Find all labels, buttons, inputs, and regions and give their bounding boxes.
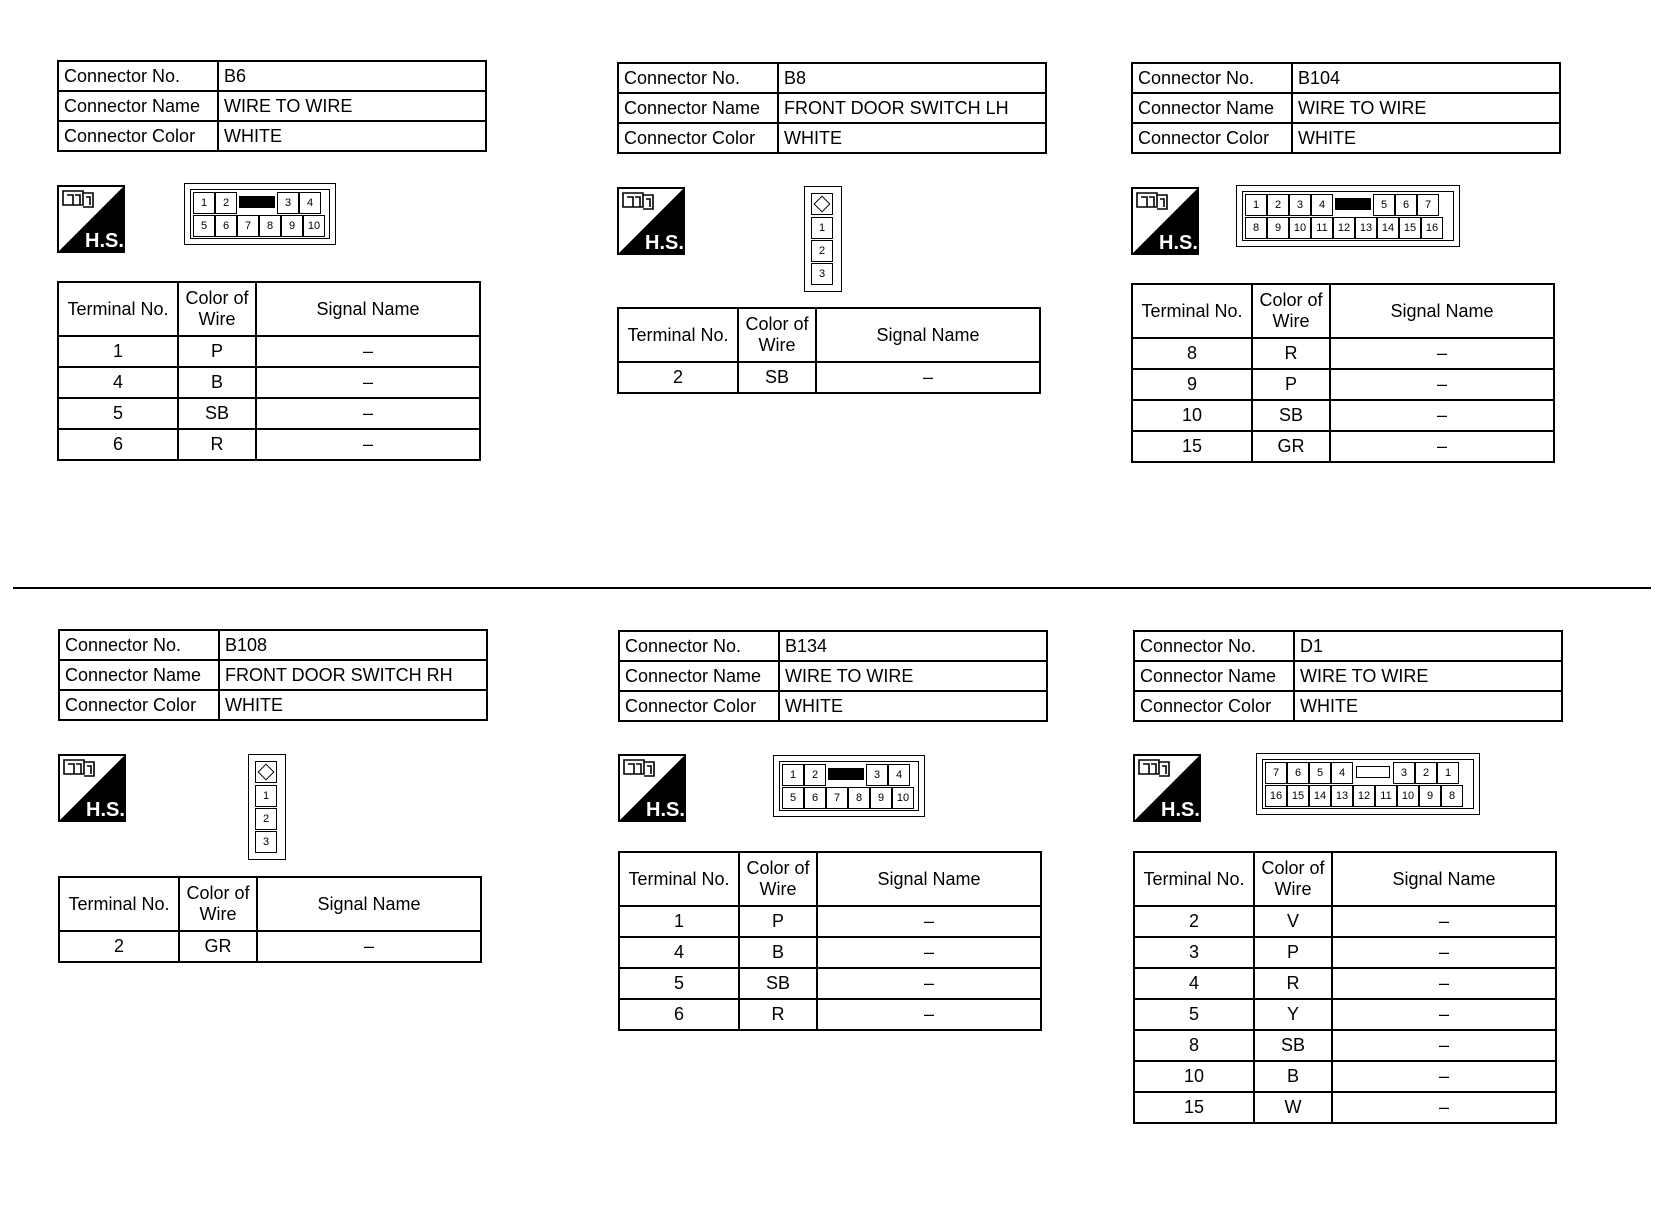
terminal-no-cell: 4: [619, 937, 739, 968]
connector-color-row: [58, 121, 486, 151]
signal-name-header: Signal Name: [817, 852, 1041, 906]
connector-no-row: [58, 61, 486, 91]
signal-name-cell: –: [1332, 1092, 1556, 1123]
terminal-no-cell: 6: [58, 429, 178, 460]
wire-color-cell: R: [178, 429, 256, 460]
color-of-wire-header: Color of Wire: [1252, 284, 1330, 338]
harness-side-icon: [1131, 187, 1199, 255]
terminal-table-header: [58, 282, 480, 336]
connector-color-label: Connector Color: [59, 690, 219, 720]
terminal-no-cell: 3: [1134, 937, 1254, 968]
harness-side-icon: [618, 754, 686, 822]
connector-pin: 7: [826, 787, 848, 809]
connector-pin: 9: [1419, 785, 1441, 807]
signal-name-cell: –: [1332, 999, 1556, 1030]
wire-color-cell: P: [739, 906, 817, 937]
wire-color-cell: B: [178, 367, 256, 398]
terminal-no-cell: 2: [59, 931, 179, 962]
signal-name-cell: –: [1330, 338, 1554, 369]
signal-name-cell: –: [257, 931, 481, 962]
connector-color-row: [618, 123, 1046, 153]
table-row: [58, 367, 480, 398]
connector-pin: 3: [1289, 194, 1311, 216]
signal-name-cell: –: [1332, 906, 1556, 937]
hs-badge-label: H.S.: [86, 799, 125, 821]
hs-badge-label: H.S.: [646, 799, 685, 821]
terminal-no-cell: 5: [1134, 999, 1254, 1030]
terminal-no-cell: 8: [1134, 1030, 1254, 1061]
connector-name-row: [59, 660, 487, 690]
terminal-no-header: Terminal No.: [1134, 852, 1254, 906]
connector-pin: 9: [870, 787, 892, 809]
terminal-table-header: [59, 877, 481, 931]
connector-no-label: Connector No.: [1134, 631, 1294, 661]
connector-pin: 12: [1353, 785, 1375, 807]
connector-face-diagram: [1236, 185, 1460, 247]
connector-pin: 3: [255, 831, 277, 853]
connector-pin: 6: [215, 215, 237, 237]
harness-side-icon: [58, 754, 126, 822]
color-of-wire-header: Color of Wire: [179, 877, 257, 931]
wire-color-cell: GR: [1252, 431, 1330, 462]
connector-no-value: B134: [779, 631, 1047, 661]
connector-pin: 8: [1441, 785, 1463, 807]
connector-pin: 5: [193, 215, 215, 237]
connector-pin: 16: [1265, 785, 1287, 807]
connector-hood-icon: [1137, 193, 1167, 209]
connector-no-label: Connector No.: [59, 630, 219, 660]
signal-name-cell: –: [1332, 937, 1556, 968]
connector-pin: 10: [303, 215, 325, 237]
hs-badge-label: H.S.: [645, 232, 684, 254]
table-row: [1134, 1030, 1556, 1061]
connector-face-diagram: [773, 755, 925, 817]
signal-name-header: Signal Name: [256, 282, 480, 336]
harness-side-graphic: [57, 185, 125, 253]
connector-pin: 3: [866, 764, 888, 786]
terminal-table: [1131, 283, 1555, 463]
signal-name-cell: –: [816, 362, 1040, 393]
connector-pin: 8: [1245, 217, 1267, 239]
connector-lock-icon: [1335, 198, 1371, 210]
signal-name-cell: –: [1332, 1061, 1556, 1092]
hs-badge-label: H.S.: [1159, 232, 1198, 254]
harness-side-icon: [617, 187, 685, 255]
connector-color-row: [619, 691, 1047, 721]
harness-side-graphic: [1133, 754, 1201, 822]
table-row: [1134, 999, 1556, 1030]
connector-pin: 1: [1245, 194, 1267, 216]
hs-badge-label: H.S.: [1161, 799, 1200, 821]
connector-pin: 2: [811, 240, 833, 262]
connector-hood-icon: [624, 760, 654, 776]
terminal-table: [618, 851, 1042, 1031]
connector-name-label: Connector Name: [58, 91, 218, 121]
connector-no-row: [1132, 63, 1560, 93]
connector-no-label: Connector No.: [618, 63, 778, 93]
table-row: [1134, 1092, 1556, 1123]
connector-face-diagram: [184, 183, 336, 245]
connector-hood-icon: [64, 760, 94, 776]
connector-pin: 3: [1393, 762, 1415, 784]
connector-color-value: WHITE: [218, 121, 486, 151]
signal-name-cell: –: [817, 937, 1041, 968]
connector-lock-icon: [239, 196, 275, 208]
connector-pin: 4: [299, 192, 321, 214]
connector-pin: 15: [1399, 217, 1421, 239]
color-of-wire-header: Color of Wire: [178, 282, 256, 336]
signal-name-cell: –: [817, 999, 1041, 1030]
terminal-no-header: Terminal No.: [618, 308, 738, 362]
connector-name-label: Connector Name: [59, 660, 219, 690]
connector-no-label: Connector No.: [1132, 63, 1292, 93]
connector-pin: 13: [1331, 785, 1353, 807]
terminal-no-cell: 15: [1132, 431, 1252, 462]
connector-pin: 14: [1309, 785, 1331, 807]
terminal-no-cell: 9: [1132, 369, 1252, 400]
connector-no-row: [1134, 631, 1562, 661]
connector-pin: 7: [237, 215, 259, 237]
table-row: [58, 336, 480, 367]
section-divider: [13, 587, 1651, 589]
wire-color-cell: P: [1254, 937, 1332, 968]
connector-color-value: WHITE: [1294, 691, 1562, 721]
connector-name-row: [1132, 93, 1560, 123]
connector-hood-icon: [63, 191, 93, 207]
signal-name-cell: –: [256, 336, 480, 367]
connector-info-table: [58, 629, 488, 721]
wire-color-cell: W: [1254, 1092, 1332, 1123]
connector-info-table: [617, 62, 1047, 154]
table-row: [1132, 369, 1554, 400]
connector-hood-icon: [1139, 760, 1169, 776]
signal-name-cell: –: [1332, 968, 1556, 999]
connector-pin: 7: [1265, 762, 1287, 784]
connector-pin: 2: [255, 808, 277, 830]
table-row: [1134, 937, 1556, 968]
harness-side-graphic: [617, 187, 685, 255]
connector-name-label: Connector Name: [618, 93, 778, 123]
connector-pin: 2: [804, 764, 826, 786]
table-row: [619, 937, 1041, 968]
connector-name-label: Connector Name: [619, 661, 779, 691]
connector-no-label: Connector No.: [58, 61, 218, 91]
connector-no-row: [618, 63, 1046, 93]
harness-side-graphic: [1131, 187, 1199, 255]
wire-color-cell: R: [1252, 338, 1330, 369]
connector-name-row: [619, 661, 1047, 691]
connector-lock-icon: [828, 768, 864, 780]
connector-face-diagram: [1256, 753, 1480, 815]
connector-info-table: [618, 630, 1048, 722]
terminal-no-header: Terminal No.: [619, 852, 739, 906]
connector-pin: 5: [1309, 762, 1331, 784]
connector-pin: 5: [782, 787, 804, 809]
terminal-table: [617, 307, 1041, 394]
wire-color-cell: SB: [1254, 1030, 1332, 1061]
signal-name-header: Signal Name: [1332, 852, 1556, 906]
connector-name-label: Connector Name: [1134, 661, 1294, 691]
connector-color-label: Connector Color: [58, 121, 218, 151]
connector-pin: 1: [255, 785, 277, 807]
connector-no-value: B8: [778, 63, 1046, 93]
connector-no-row: [59, 630, 487, 660]
table-row: [59, 931, 481, 962]
connector-pin: 6: [804, 787, 826, 809]
terminal-no-cell: 8: [1132, 338, 1252, 369]
wire-color-cell: R: [739, 999, 817, 1030]
connector-name-value: WIRE TO WIRE: [218, 91, 486, 121]
connector-pin: 4: [888, 764, 910, 786]
table-row: [1132, 400, 1554, 431]
connector-info-table: [1131, 62, 1561, 154]
connector-color-label: Connector Color: [618, 123, 778, 153]
connector-name-label: Connector Name: [1132, 93, 1292, 123]
connector-color-label: Connector Color: [1134, 691, 1294, 721]
connector-name-value: FRONT DOOR SWITCH RH: [219, 660, 487, 690]
connector-name-row: [58, 91, 486, 121]
terminal-no-header: Terminal No.: [59, 877, 179, 931]
connector-no-label: Connector No.: [619, 631, 779, 661]
connector-face-diagram: [248, 754, 286, 860]
signal-name-cell: –: [256, 398, 480, 429]
terminal-table: [57, 281, 481, 461]
signal-name-cell: –: [256, 367, 480, 398]
terminal-no-header: Terminal No.: [1132, 284, 1252, 338]
wire-color-cell: P: [178, 336, 256, 367]
wire-color-cell: SB: [1252, 400, 1330, 431]
table-row: [619, 906, 1041, 937]
connector-color-value: WHITE: [219, 690, 487, 720]
signal-name-cell: –: [1330, 369, 1554, 400]
terminal-no-header: Terminal No.: [58, 282, 178, 336]
connector-pin: 9: [1267, 217, 1289, 239]
wire-color-cell: SB: [738, 362, 816, 393]
connector-pin: 4: [1331, 762, 1353, 784]
color-of-wire-header: Color of Wire: [1254, 852, 1332, 906]
table-row: [619, 968, 1041, 999]
table-row: [58, 398, 480, 429]
connector-pin: 2: [215, 192, 237, 214]
harness-side-graphic: [618, 754, 686, 822]
wire-color-cell: B: [1254, 1061, 1332, 1092]
terminal-no-cell: 6: [619, 999, 739, 1030]
connector-pin: 1: [193, 192, 215, 214]
signal-name-cell: –: [1330, 431, 1554, 462]
terminal-table-header: [619, 852, 1041, 906]
wire-color-cell: P: [1252, 369, 1330, 400]
color-of-wire-header: Color of Wire: [739, 852, 817, 906]
connector-pin: 8: [259, 215, 281, 237]
connector-name-value: WIRE TO WIRE: [1292, 93, 1560, 123]
connector-no-value: B6: [218, 61, 486, 91]
table-row: [619, 999, 1041, 1030]
connector-pin: 4: [1311, 194, 1333, 216]
harness-side-icon: [57, 185, 125, 253]
table-row: [1132, 431, 1554, 462]
connector-pin: 7: [1417, 194, 1439, 216]
connector-pin: 2: [1415, 762, 1437, 784]
table-row: [618, 362, 1040, 393]
signal-name-cell: –: [256, 429, 480, 460]
connector-pin: 9: [281, 215, 303, 237]
terminal-no-cell: 10: [1132, 400, 1252, 431]
harness-side-graphic: [58, 754, 126, 822]
signal-name-cell: –: [1332, 1030, 1556, 1061]
connector-pin: 10: [1289, 217, 1311, 239]
connector-pin: 8: [848, 787, 870, 809]
connector-color-label: Connector Color: [619, 691, 779, 721]
connector-pin: 11: [1375, 785, 1397, 807]
connector-pin: 1: [782, 764, 804, 786]
connector-pin: 12: [1333, 217, 1355, 239]
signal-name-cell: –: [817, 968, 1041, 999]
signal-name-header: Signal Name: [257, 877, 481, 931]
connector-pin: 5: [1373, 194, 1395, 216]
harness-side-icon: [1133, 754, 1201, 822]
table-row: [1134, 906, 1556, 937]
table-row: [1134, 1061, 1556, 1092]
connector-color-value: WHITE: [778, 123, 1046, 153]
connector-name-row: [1134, 661, 1562, 691]
table-row: [1132, 338, 1554, 369]
connector-pin: 15: [1287, 785, 1309, 807]
connector-pin: 1: [811, 217, 833, 239]
connector-pin: 3: [811, 263, 833, 285]
connector-pin: 2: [1267, 194, 1289, 216]
terminal-table-header: [618, 308, 1040, 362]
connector-face-diagram: [804, 186, 842, 292]
connector-name-value: WIRE TO WIRE: [779, 661, 1047, 691]
signal-name-header: Signal Name: [816, 308, 1040, 362]
terminal-table: [1133, 851, 1557, 1124]
connector-info-table: [57, 60, 487, 152]
connector-pin: 13: [1355, 217, 1377, 239]
connector-pin: 10: [892, 787, 914, 809]
wire-color-cell: R: [1254, 968, 1332, 999]
terminal-no-cell: 1: [58, 336, 178, 367]
connector-pin: 3: [277, 192, 299, 214]
terminal-no-cell: 4: [58, 367, 178, 398]
connector-color-row: [1132, 123, 1560, 153]
signal-name-header: Signal Name: [1330, 284, 1554, 338]
terminal-no-cell: 5: [58, 398, 178, 429]
connector-pin: 16: [1421, 217, 1443, 239]
terminal-no-cell: 1: [619, 906, 739, 937]
wire-color-cell: GR: [179, 931, 257, 962]
connector-no-value: D1: [1294, 631, 1562, 661]
connector-color-value: WHITE: [779, 691, 1047, 721]
table-row: [58, 429, 480, 460]
color-of-wire-header: Color of Wire: [738, 308, 816, 362]
terminal-no-cell: 2: [1134, 906, 1254, 937]
wire-color-cell: B: [739, 937, 817, 968]
connector-pin: 6: [1287, 762, 1309, 784]
terminal-no-cell: 15: [1134, 1092, 1254, 1123]
connector-pin: 10: [1397, 785, 1419, 807]
connector-name-value: WIRE TO WIRE: [1294, 661, 1562, 691]
connector-pin: 6: [1395, 194, 1417, 216]
connector-name-row: [618, 93, 1046, 123]
table-row: [1134, 968, 1556, 999]
connector-color-row: [1134, 691, 1562, 721]
wire-color-cell: V: [1254, 906, 1332, 937]
signal-name-cell: –: [1330, 400, 1554, 431]
terminal-no-cell: 2: [618, 362, 738, 393]
connector-color-label: Connector Color: [1132, 123, 1292, 153]
wire-color-cell: SB: [178, 398, 256, 429]
connector-hood-icon: [623, 193, 653, 209]
connector-pin: 1: [1437, 762, 1459, 784]
terminal-no-cell: 4: [1134, 968, 1254, 999]
terminal-no-cell: 5: [619, 968, 739, 999]
connector-pin: 11: [1311, 217, 1333, 239]
connector-color-value: WHITE: [1292, 123, 1560, 153]
connector-name-value: FRONT DOOR SWITCH LH: [778, 93, 1046, 123]
terminal-no-cell: 10: [1134, 1061, 1254, 1092]
connector-lock-icon: [1356, 766, 1390, 778]
connector-no-value: B108: [219, 630, 487, 660]
wire-color-cell: Y: [1254, 999, 1332, 1030]
connector-no-row: [619, 631, 1047, 661]
connector-info-table: [1133, 630, 1563, 722]
terminal-table: [58, 876, 482, 963]
connector-no-value: B104: [1292, 63, 1560, 93]
connector-pin: 14: [1377, 217, 1399, 239]
terminal-table-header: [1132, 284, 1554, 338]
signal-name-cell: –: [817, 906, 1041, 937]
connector-color-row: [59, 690, 487, 720]
hs-badge-label: H.S.: [85, 230, 124, 252]
wire-color-cell: SB: [739, 968, 817, 999]
terminal-table-header: [1134, 852, 1556, 906]
